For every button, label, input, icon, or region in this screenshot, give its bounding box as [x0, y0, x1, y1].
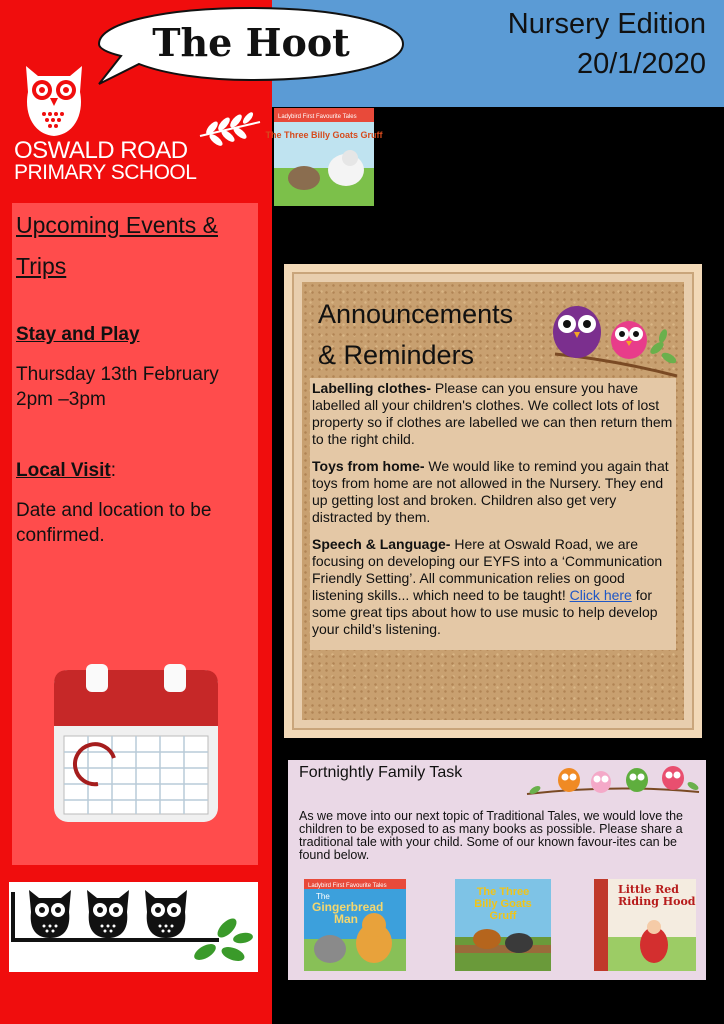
- event-title-stay-and-play: Stay and Play: [16, 324, 140, 345]
- announcements-title-line1: Announcements: [318, 299, 514, 329]
- event-details-local-visit: Date and location to be confirmed.: [16, 500, 212, 546]
- note-text: We would like to remind you again that toys from home are not allowed in the Nursery. They end up getting lost and broken. Children also get very distracted by them.: [312, 458, 669, 525]
- book-goats-title-2: Billy Goats: [474, 898, 532, 910]
- event-title-local-visit: [16, 460, 116, 482]
- book-cover-three-billy-goats-top: [265, 108, 383, 206]
- book-gingerbread-title-3: Man: [334, 912, 358, 926]
- school-name: [14, 137, 197, 184]
- note-label: Labelling clothes-: [312, 380, 432, 396]
- note-label: Toys from home-: [312, 458, 425, 474]
- book-redhood-title-1: Little Red: [618, 883, 679, 896]
- announcement-notes: [310, 378, 676, 650]
- school-name-line1: OSWALD ROAD: [14, 137, 188, 164]
- book-gingerbread-series: Ladybird First Favourite Tales: [308, 883, 387, 889]
- school-logo-owl-icon: [20, 62, 88, 138]
- note-label: Speech & Language-: [312, 536, 451, 552]
- book-goats-title-3: Gruff: [489, 910, 517, 922]
- note-text: Please can you ensure you have labelled all your children's clothes. We collect lots of lost property so if clothes are labelled we can then return them to the right child.: [312, 380, 673, 447]
- note-toys-from-home: [312, 458, 674, 526]
- event-title-local-visit-suffix: :: [110, 460, 116, 481]
- calendar-icon: [52, 664, 220, 824]
- school-name-line2: PRIMARY SCHOOL: [14, 161, 197, 184]
- book-cover-three-billy-goats: [455, 879, 551, 971]
- owls-on-branch-color-icon: [545, 296, 685, 378]
- book-cover-little-red-riding-hood: [594, 879, 696, 971]
- note-text: Here at Oswald Road, we are focusing on developing our EYFS into a ‘Communication Friendly Setting’. All communication relies on good listening skills... which need to be taught!: [312, 536, 663, 603]
- family-task-title: Fortnightly Family Task: [299, 764, 463, 781]
- school-logo-leaves-icon: [198, 108, 262, 148]
- owls-on-branch-icon: [9, 882, 258, 972]
- event-details-stay-and-play: Thursday 13th February 2pm –3pm: [16, 364, 219, 410]
- book-cover-gingerbread-man: [304, 879, 406, 971]
- book-top-series: Ladybird First Favourite Tales: [278, 114, 357, 120]
- newsletter-title: The Hoot: [152, 20, 350, 65]
- family-task-body: As we move into our next topic of Traditional Tales, we would love the children to be exposed to as many books as possible. Please share a traditional tale with your child. Some of our known favour-ites can be found below.: [299, 809, 684, 862]
- edition-label: Nursery Edition: [507, 8, 706, 40]
- note-labelling-clothes: [312, 380, 674, 448]
- edition-heading: [508, 4, 706, 84]
- book-top-title: The Three Billy Goats Gruff: [265, 130, 383, 140]
- announcements-title-line2: & Reminders: [318, 340, 475, 370]
- book-goats-title-1: The Three: [476, 886, 530, 898]
- announcements-title: [318, 294, 513, 376]
- book-redhood-title-2: Riding Hood: [618, 895, 696, 908]
- owls-row-icon: [525, 762, 701, 802]
- click-here-link[interactable]: Click here: [569, 587, 632, 603]
- edition-date: 20/1/2020: [576, 48, 706, 80]
- event-title-local-visit-text: Local Visit: [16, 460, 111, 481]
- book-gingerbread-title-2: Gingerbread: [312, 900, 384, 914]
- note-text-after: for some great tips about how to use music to help develop your child’s listening.: [312, 587, 658, 637]
- note-speech-language: [312, 536, 674, 638]
- events-heading: Upcoming Events & Trips: [16, 212, 218, 279]
- book-gingerbread-title-1: The: [316, 892, 330, 901]
